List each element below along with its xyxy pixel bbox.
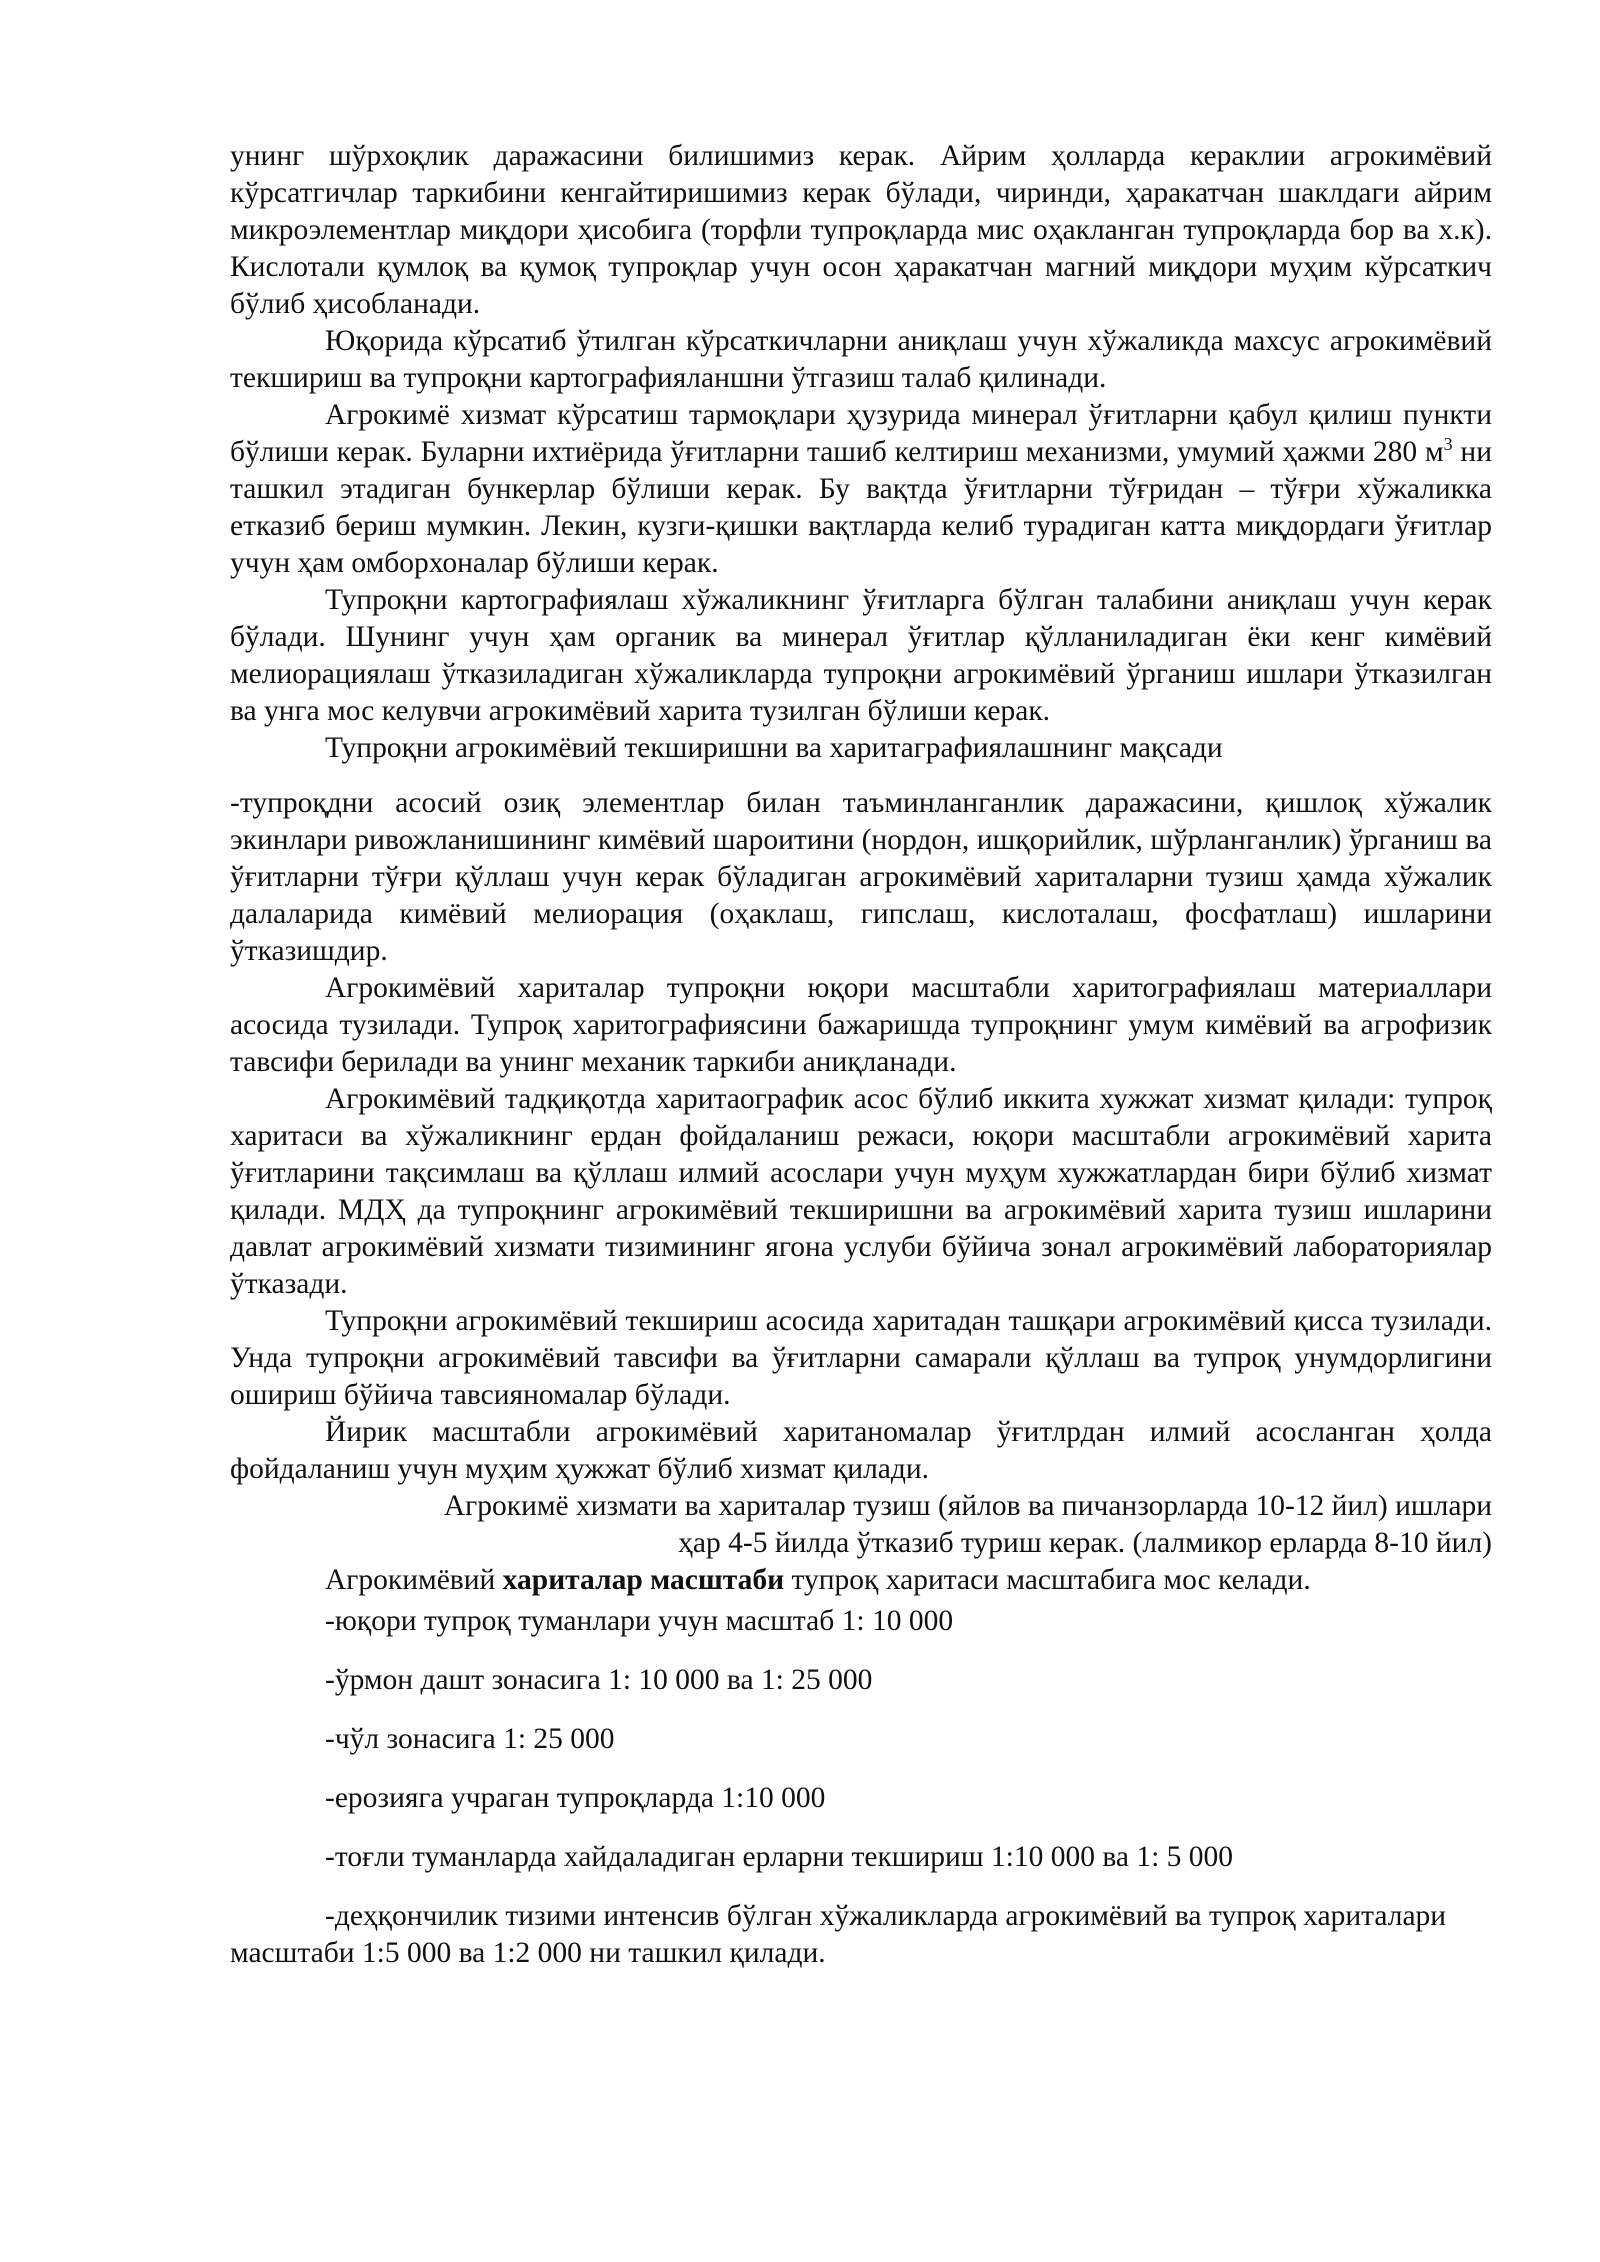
paragraph-11-line-1: Агрокимё хизмати ва хариталар тузиш (яйлов ва пичанзорларда 10-12 йил) ишлари — [443, 1490, 1492, 1522]
paragraph-12-part-b: тупроқ харитаси масштабига мос келади. — [784, 1564, 1311, 1596]
list-item: -чўл зонасига 1: 25 000 — [325, 1723, 615, 1755]
paragraph-6: -тупроқдни асосий озиқ элементлар билан таъминланганлик даражасини, қишлоқ хўжалик экинлари ривожланишининг кимёвий шароитини (нордон, ишқорийлик, шўрланганлик) ўрганиш ва ўғитларни тўғри қўллаш учун керак бўладиган агрокимёвий хариталарни тузиш ҳамда хўжалик далаларида кимёвий мелиорация (оҳаклаш, гипслаш, кислоталаш, фосфатлаш) ишларини ўтказишдир. — [230, 787, 1492, 967]
paragraph-2: Юқорида кўрсатиб ўтилган кўрсаткичларни аниқлаш учун хўжаликда махсус агрокимёвий текшириш ва тупроқни картографияланшни ўтгазиш талаб қилинади. — [230, 325, 1492, 394]
paragraph-10: Йирик масштабли агрокимёвий хаританомалар ўғитлрдан илмий асосланган ҳолда фойдаланиш учун муҳим ҳужжат бўлиб хизмат қилади. — [230, 1416, 1492, 1485]
paragraph-3-part-b: ни ташкил этадиган бункерлар бўлиши керак. Бу вақтда ўғитларни тўғридан – тўғри хўжаликка етказиб бериш мумкин. Лекин, кузги-қишки вақтларда келиб турадиган катта миқдордаги ўғитлар учун ҳам омборхоналар бўлиши керак. — [230, 436, 1492, 579]
list-item: -ерозияга учраган тупроқларда 1:10 000 — [325, 1782, 826, 1814]
paragraph-12 — [230, 1562, 1492, 1599]
list-item: -тоғли туманларда хайдаладиган ерларни текшириш 1:10 000 ва 1: 5 000 — [325, 1841, 1234, 1873]
paragraph-9: Тупроқни агрокимёвий текшириш асосида харитадан ташқари агрокимёвий қисса тузилади. Унда тупроқни агрокимёвий тавсифи ва ўғитларни самарали қўллаш ва тупроқ унумдорлигини ошириш бўйича тавсияномалар бўлади. — [230, 1305, 1492, 1411]
scale-heading-bold: хариталар масштаби — [502, 1564, 785, 1596]
scale-list — [230, 1603, 1492, 1876]
document-page — [230, 138, 1492, 1972]
paragraph-11-line-2: ҳар 4-5 йилда ўтказиб туриш керак. (лалмикор ерларда 8-10 йил) — [678, 1527, 1492, 1559]
paragraph-3-part-a: Агрокимё хизмат кўрсатиш тармоқлари ҳузурида минерал ўғитларни қабул қилиш пункти бўлиши керак. Буларни ихтиёрида ўғитларни ташиб келтириш механизми, умумий ҳажми 280 м — [230, 399, 1492, 468]
paragraph-3 — [230, 397, 1492, 582]
paragraph-12-part-a: Агрокимёвий — [325, 1564, 503, 1596]
paragraph-1: унинг шўрхоқлик даражасини билишимиз керак. Айрим ҳолларда кераклии агрокимёвий кўрсатгичлар таркибини кенгайтиришимиз керак бўлади, чиринди, ҳаракатчан шаклдаги айрим микроэлементлар миқдори ҳисобига (торфли тупроқларда мис оҳакланган тупроқларда бор ва х.к). Кислотали қумлоқ ва қумоқ тупроқлар учун осон ҳаракатчан магний миқдори муҳим кўрсаткич бўлиб ҳисобланади. — [230, 140, 1492, 320]
paragraph-4: Тупроқни картографиялаш хўжаликнинг ўғитларга бўлган талабини аниқлаш учун керак бўлади. Шунинг учун ҳам органик ва минерал ўғитлар қўлланиладиган ёки кенг кимёвий мелиорациялаш ўтказиладиган хўжаликларда тупроқни агрокимёвий ўрганиш ишлари ўтказилган ва унга мос келувчи агрокимёвий харита тузилган бўлиши керак. — [230, 584, 1492, 727]
cubic-superscript: 3 — [1443, 434, 1453, 455]
last-list-item: -деҳқончилик тизими интенсив бўлган хўжаликларда агрокимёвий ва тупроқ хариталари масштаби 1:5 000 ва 1:2 000 ни ташкил қилади. — [230, 1900, 1447, 1969]
paragraph-8: Агрокимёвий тадқиқотда харитаографик асос бўлиб иккита хужжат хизмат қилади: тупроқ харитаси ва хўжаликнинг ердан фойдаланиш режаси, юқори масштабли агрокимёвий харита ўғитларини тақсимлаш ва қўллаш илмий асослари учун муҳум хужжатлардан бири бўлиб хизмат қилади. МДҲ да тупроқнинг агрокимёвий текширишни ва агрокимёвий харита тузиш ишларини давлат агрокимёвий хизмати тизимининг ягона услуби бўйича зонал агрокимёвий лабораториялар ўтказади. — [230, 1083, 1492, 1300]
list-item: -ўрмон дашт зонасига 1: 10 000 ва 1: 25 000 — [325, 1664, 873, 1696]
list-item: -юқори тупроқ туманлари учун масштаб 1: 10 000 — [325, 1605, 954, 1637]
paragraph-7: Агрокимёвий хариталар тупроқни юқори масштабли харитографиялаш материаллари асосида тузилади. Тупроқ харитографиясини бажаришда тупроқнинг умум кимёвий ва агрофизик тавсифи берилади ва унинг механик таркиби аниқланади. — [230, 972, 1492, 1078]
paragraph-5-heading: Тупроқни агрокимёвий текширишни ва харитаграфиялашнинг мақсади — [325, 732, 1223, 764]
